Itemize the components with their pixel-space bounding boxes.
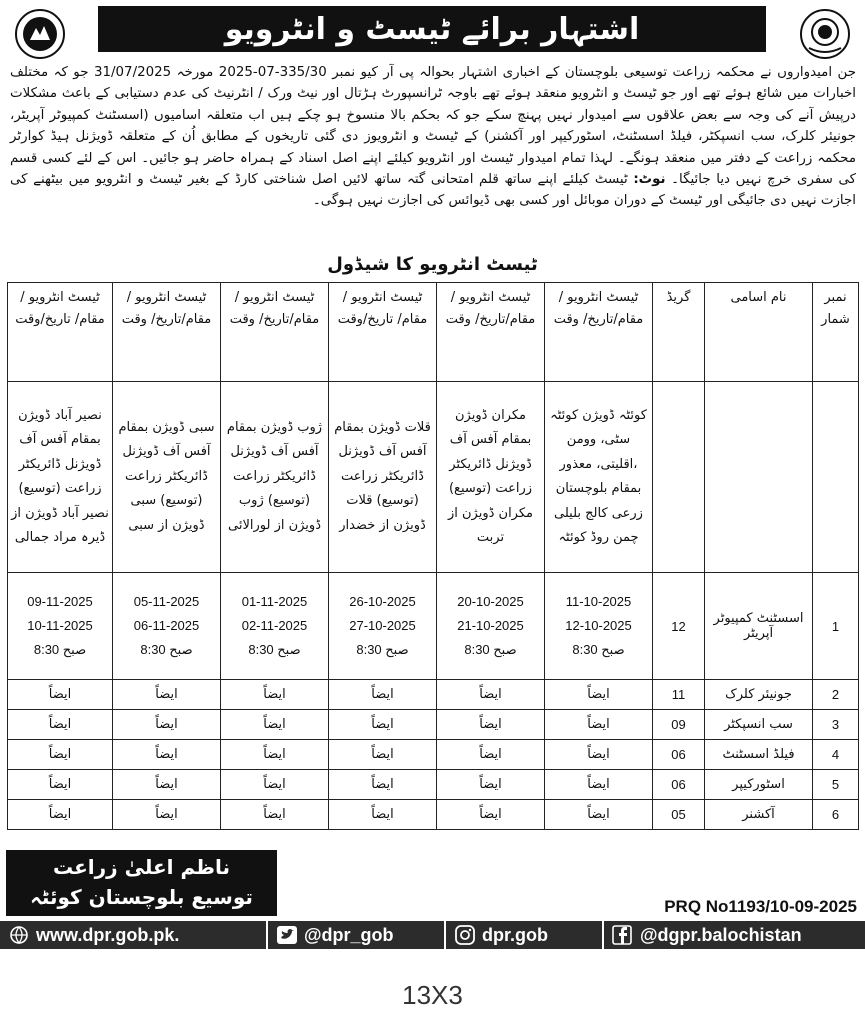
ditto-cell: ایضاً [329,680,437,710]
date-cell-zhob: 01-11-2025 02-11-2025 صبح 8:30 [221,573,329,680]
instagram-icon [454,925,476,945]
ditto-cell: ایضاً [221,710,329,740]
ditto-cell: ایضاً [113,710,221,740]
ditto-cell: ایضاً [8,770,113,800]
header-grade: گریڈ [653,283,705,382]
ditto-cell: ایضاً [221,770,329,800]
ditto-cell: ایضاً [8,680,113,710]
ditto-cell: ایضاً [437,710,545,740]
ditto-cell: ایضاً [545,710,653,740]
post-name: فیلڈ اسسٹنٹ [705,740,813,770]
post-name: اسٹورکیپر [705,770,813,800]
facebook-icon [612,925,634,945]
schedule-title: ٹیسٹ انٹرویو کا شیڈول [327,254,538,275]
ditto-cell: ایضاً [329,800,437,830]
ditto-cell: ایضاً [329,710,437,740]
ditto-cell: ایضاً [8,800,113,830]
date-cell-sibi: 05-11-2025 06-11-2025 صبح 8:30 [113,573,221,680]
signature-block [6,850,277,916]
footer-twitter[interactable] [266,921,444,949]
ditto-cell: ایضاً [437,800,545,830]
ditto-cell: ایضاً [113,680,221,710]
table-row [8,770,859,800]
ditto-cell: ایضاً [545,680,653,710]
table-row [8,800,859,830]
advertisement-title: اشتہار برائے ٹیسٹ و انٹرویو [98,6,766,52]
header-division-6: ٹیسٹ انٹرویو /مقام/ تاریخ/وقت [8,283,113,382]
table-row [8,680,859,710]
post-name: جونیئر کلرک [705,680,813,710]
header-division-2: ٹیسٹ انٹرویو /مقام/تاریخ/ وقت [437,283,545,382]
header-division-1: ٹیسٹ انٹرویو /مقام/تاریخ/ وقت [545,283,653,382]
facebook-text: @dgpr.balochistan [640,924,802,945]
venue-sibi: سبی ڈویژن بمقام آفس آف ڈویژنل ڈائریکٹر زراعت (توسیع) سبی ڈویژن از سبی [113,382,221,573]
venue-makran: مکران ڈویژن بمقام آفس آف ڈویژنل ڈائریکٹر زراعت (توسیع) مکران ڈویژن از تربت [437,382,545,573]
table-row [8,740,859,770]
globe-icon [8,925,30,945]
venue-row [8,382,859,573]
ditto-cell: ایضاً [545,800,653,830]
venue-zhob: ژوب ڈویژن بمقام آفس آف ڈویژنل ڈائریکٹر زراعت (توسیع) ژوب ڈویژن از لورالائی [221,382,329,573]
post-grade: 06 [653,740,705,770]
balochistan-govt-logo [799,8,851,60]
ditto-cell: ایضاً [113,740,221,770]
date-cell-makran: 20-10-2025 21-10-2025 صبح 8:30 [437,573,545,680]
ditto-cell: ایضاً [113,770,221,800]
ditto-cell: ایضاً [437,740,545,770]
post-name: اسسٹنٹ کمپیوٹر آپریٹر [705,573,813,680]
ditto-cell: ایضاً [221,740,329,770]
ditto-cell: ایضاً [545,740,653,770]
ditto-cell: ایضاً [437,680,545,710]
signature-line-1: ناظم اعلیٰ زراعت [52,855,231,879]
twitter-icon [276,925,298,945]
row-number: 5 [813,770,859,800]
header-division-3: ٹیسٹ انٹرویو /مقام/ تاریخ/وقت [329,283,437,382]
ditto-cell: ایضاً [8,710,113,740]
ditto-cell: ایضاً [437,770,545,800]
date-cell-quetta: 11-10-2025 12-10-2025 صبح 8:30 [545,573,653,680]
agriculture-logo [14,8,66,60]
instagram-text: dpr.gob [482,924,548,945]
note-text: ٹیسٹ کیلئے اپنے ساتھ قلم امتحانی گتہ ساتھ لائیں اصل شناختی کارڈ کے بغیر ٹیسٹ و انٹرویو میں بیٹھنے کی اجازت نہیں دی جائیگی اور ٹیسٹ کے دوران موبائل اور کسی بھی ڈیوائس کی اجازت نہیں ہوگی۔ [10,172,856,209]
venue-kalat: قلات ڈویژن بمقام آفس آف ڈویژنل ڈائریکٹر زراعت (توسیع) قلات ڈویژن از خضدار [329,382,437,573]
footer-instagram[interactable] [444,921,602,949]
footer-website[interactable] [0,921,266,949]
row-number: 6 [813,800,859,830]
post-grade: 09 [653,710,705,740]
post-name: آکشنر [705,800,813,830]
ditto-cell: ایضاً [545,770,653,800]
post-name: سب انسپکٹر [705,710,813,740]
table-row [8,710,859,740]
table-header-row [8,283,859,382]
row-number: 4 [813,740,859,770]
ad-size-label: 13X3 [402,980,463,1010]
table-row [8,573,859,680]
ditto-cell: ایضاً [221,800,329,830]
ditto-cell: ایضاً [329,740,437,770]
ditto-cell: ایضاً [8,740,113,770]
venue-quetta: کوئٹہ ڈویژن کوئٹہ سٹی، وومن ،اقلیتی، معذور بمقام بلوچستان زرعی کالج بلیلی چمن روڈ کوئٹہ [545,382,653,573]
header-serial: نمبر شمار [813,283,859,382]
schedule-table [7,282,859,830]
header-division-4: ٹیسٹ انٹرویو /مقام/تاریخ/ وقت [221,283,329,382]
ditto-cell: ایضاً [221,680,329,710]
row-number: 3 [813,710,859,740]
header-post-name: نام اسامی [705,283,813,382]
header-division-5: ٹیسٹ انٹرویو /مقام/تاریخ/ وقت [113,283,221,382]
twitter-text: @dpr_gob [304,924,394,945]
post-grade: 11 [653,680,705,710]
ditto-cell: ایضاً [329,770,437,800]
row-number: 1 [813,573,859,680]
date-cell-kalat: 26-10-2025 27-10-2025 صبح 8:30 [329,573,437,680]
post-grade: 05 [653,800,705,830]
website-text: www.dpr.gob.pk. [36,924,180,945]
note-label: نوٹ: [633,172,666,188]
row-number: 2 [813,680,859,710]
venue-naseerabad: نصیر آباد ڈویژن بمقام آفس آف ڈویژنل ڈائریکٹر زراعت (توسیع) نصیر آباد ڈویژن از ڈیرہ مراد جمالی [8,382,113,573]
ditto-cell: ایضاً [113,800,221,830]
intro-paragraph [10,62,856,212]
intro-text: جن امیدواروں نے محکمہ زراعت توسیعی بلوچستان کے اخباری اشتہار بحوالہ پی آر کیو نمبر 335/30-07-2025 مورخہ 31/07/2025 جو کہ مختلف اخبارات میں شائع ہوئے تھے اور جو ٹیسٹ و انٹرویو منعقد ہوئے تھے باوجہ ٹرانسپورٹ ہڑتال اور نیٹ ورک / انٹرنیٹ کی عدم دستیابی کے باعث مشکلات درپیش آنے کی وجہ سے بعض علاقوں سے امیدوار نہیں پہنچ سکے جو کہ بحکم بالا منسوخ ہو چکے ہیں اب متعلقہ اسامیوں (اسسٹنٹ کمپیوٹر آپریٹر، جونیئر کلرک، سب انسپکٹر، فیلڈ اسسٹنٹ، اسٹورکیپر اور آکشنر) کے ٹیسٹ و انٹرویوز دی گئی تاریخوں کے مطابق اُن کے متعلقہ ڈویژنل ہیڈ کوارٹر محکمہ زراعت کے دفتر میں منعقد ہونگے۔ لہذا تمام امیدوار ٹیسٹ اور انٹرویو کیلئے اپنے اصل اسناد کے ہمراہ حاضر ہو جائیں۔ اس کے لئے کسی قسم کی سفری خرچ نہیں دیا جائیگا۔ [10,65,856,188]
footer-facebook[interactable] [602,921,865,949]
date-cell-naseerabad: 09-11-2025 10-11-2025 صبح 8:30 [8,573,113,680]
post-grade: 12 [653,573,705,680]
footer-bar [0,921,865,949]
post-grade: 06 [653,770,705,800]
prq-number: PRQ No1193/10-09-2025 [664,897,857,916]
signature-line-2: توسیع بلوچستان کوئٹہ [30,885,253,909]
